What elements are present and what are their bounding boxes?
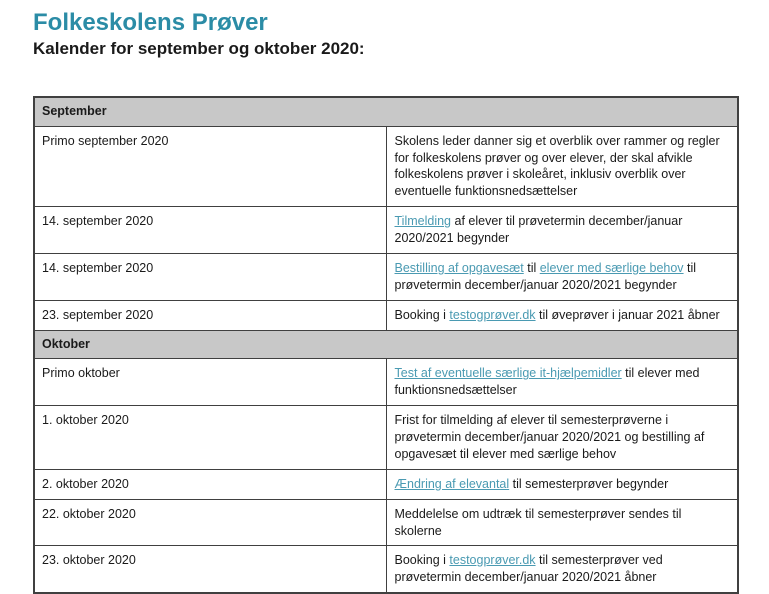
- calendar-table: [33, 96, 739, 594]
- description-cell: [386, 546, 738, 593]
- description-cell: [386, 469, 738, 499]
- link[interactable]: testogprøver.dk: [449, 553, 536, 568]
- description-cell: [386, 499, 738, 546]
- link[interactable]: Ændring af elevantal: [394, 476, 510, 491]
- date-cell: 14. september 2020: [34, 207, 386, 254]
- description-cell: [386, 406, 738, 470]
- table-row: [34, 359, 738, 406]
- table-row: [34, 499, 738, 546]
- date-cell: 22. oktober 2020: [34, 499, 386, 546]
- description-text: Skolens leder danner sig et overblik over rammer og regler for folkeskolens prøver og over elever, der skal afvikle folkeskolens prøver i skoleåret, inklusiv overblik over eventuelle funktionsnedsættelser: [394, 133, 720, 199]
- description-text: Booking i: [394, 553, 450, 568]
- date-cell: Primo september 2020: [34, 126, 386, 207]
- description-text: til semesterprøver ved prøvetermin december/januar 2020/2021 åbner: [394, 553, 663, 585]
- description-cell: [386, 207, 738, 254]
- table-row: [34, 546, 738, 593]
- description-text: Booking i: [394, 307, 450, 322]
- date-cell: 23. september 2020: [34, 300, 386, 330]
- table-row: [34, 207, 738, 254]
- date-cell: 1. oktober 2020: [34, 406, 386, 470]
- description-cell: [386, 126, 738, 207]
- table-row: [34, 300, 738, 330]
- link[interactable]: Bestilling af opgavesæt: [394, 260, 524, 275]
- page-title: Folkeskolens Prøver: [33, 9, 268, 36]
- description-text: Meddelelse om udtræk til semesterprøver sendes til skolerne: [394, 506, 682, 538]
- section-header-row: [34, 330, 738, 359]
- table-row: [34, 253, 738, 300]
- description-text: til semesterprøver begynder: [509, 476, 669, 491]
- table-row: [34, 406, 738, 470]
- description-text: til elever med funktionsnedsættelser: [394, 366, 700, 398]
- link[interactable]: Tilmelding: [394, 214, 452, 229]
- date-cell: 2. oktober 2020: [34, 469, 386, 499]
- section-header-september: September: [34, 97, 738, 126]
- date-cell: 14. september 2020: [34, 253, 386, 300]
- description-text: af elever til prøvetermin december/januar 2020/2021 begynder: [394, 214, 683, 246]
- description-text: Frist for tilmelding af elever til semesterprøverne i prøvetermin december/januar 2020/2021 og bestilling af opgavesæt til elever med særlige behov: [394, 413, 705, 461]
- section-header-oktober: Oktober: [34, 330, 738, 359]
- description-cell: [386, 359, 738, 406]
- page-subtitle: Kalender for september og oktober 2020:: [33, 39, 365, 59]
- description-text: til prøvetermin december/januar 2020/2021 begynder: [394, 260, 697, 292]
- description-cell: [386, 253, 738, 300]
- table-row: [34, 469, 738, 499]
- description-text: til øveprøver i januar 2021 åbner: [535, 307, 720, 322]
- link[interactable]: Test af eventuelle særlige it-hjælpemidler: [394, 366, 622, 381]
- link[interactable]: elever med særlige behov: [539, 260, 684, 275]
- date-cell: 23. oktober 2020: [34, 546, 386, 593]
- table-row: [34, 126, 738, 207]
- description-text: til: [523, 260, 540, 275]
- date-cell: Primo oktober: [34, 359, 386, 406]
- section-header-row: [34, 97, 738, 126]
- link[interactable]: testogprøver.dk: [449, 307, 536, 322]
- description-cell: [386, 300, 738, 330]
